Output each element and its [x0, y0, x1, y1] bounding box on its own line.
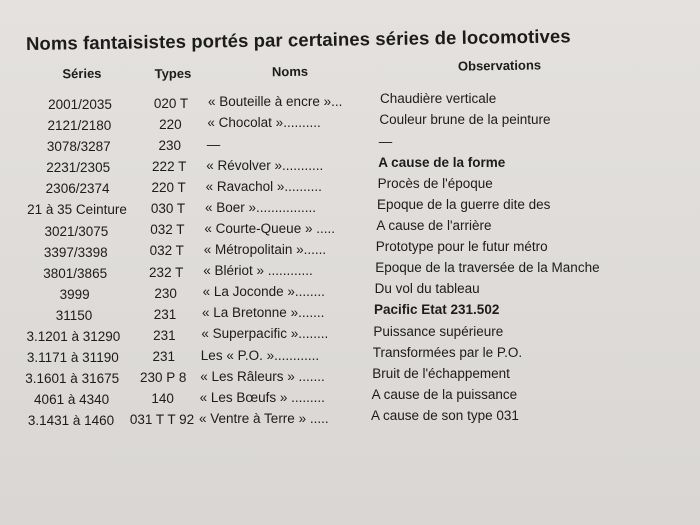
observation-cell: Procès de l'époque	[377, 175, 493, 191]
name-cell: Les « P.O. »............	[200, 347, 320, 363]
observation-cell: A cause de l'arrière	[376, 218, 492, 233]
observation-cell: Chaudière verticale	[380, 91, 497, 107]
type-cell: 020 T	[153, 95, 189, 111]
series-cell: 2231/2305	[46, 160, 111, 176]
series-cell: 21 à 35 Ceinture	[27, 202, 127, 218]
series-cell: 3078/3287	[46, 139, 111, 155]
type-cell: 230 P 8	[140, 370, 187, 386]
series-cell: 3.1171 à 31190	[26, 350, 119, 366]
name-cell: « Chocolat »..........	[207, 115, 321, 131]
type-cell: 230	[158, 137, 182, 153]
table-row	[0, 302, 700, 329]
header-observations: Observations	[457, 57, 542, 74]
name-cell: « La Joconde »........	[202, 284, 325, 300]
header-series: Séries	[62, 65, 102, 82]
observation-cell: Couleur brune de la peinture	[379, 112, 551, 128]
table-row	[0, 260, 700, 287]
name-cell: « Ventre à Terre » .....	[199, 410, 329, 426]
observation-cell: Epoque de la guerre dite des	[377, 196, 551, 212]
table-row	[0, 154, 700, 181]
observation-cell: Epoque de la traversée de la Manche	[375, 260, 600, 276]
name-cell: « La Bretonne ».......	[202, 305, 325, 321]
name-cell: « Boer »................	[205, 199, 317, 215]
observation-cell: Du vol du tableau	[374, 281, 480, 297]
header-types: Types	[154, 65, 192, 82]
name-cell: « Ravachol »..........	[205, 178, 322, 194]
series-cell: 3801/3865	[43, 265, 108, 281]
series-cell: 3.1201 à 31290	[26, 329, 121, 345]
type-cell: 231	[153, 327, 176, 343]
series-cell: 3021/3075	[44, 223, 109, 239]
type-cell: 231	[153, 306, 177, 322]
table-row	[0, 133, 700, 160]
type-cell: 220	[159, 116, 182, 132]
type-cell: 232 T	[149, 264, 184, 280]
table-row	[0, 281, 700, 308]
table-row	[0, 323, 700, 350]
observation-cell: —	[378, 133, 393, 149]
table-row	[0, 175, 700, 202]
table-row	[0, 365, 700, 392]
series-cell: 3397/3398	[43, 244, 108, 260]
table-row	[0, 407, 700, 435]
series-cell: 31150	[55, 307, 93, 323]
table-row	[0, 386, 700, 413]
table-row	[0, 218, 700, 245]
table-row	[0, 112, 700, 139]
type-cell: 030 T	[150, 201, 186, 217]
name-cell: —	[206, 136, 221, 152]
type-cell: 140	[151, 391, 174, 407]
series-cell: 2121/2180	[47, 118, 112, 133]
type-cell: 231	[152, 348, 176, 364]
series-cell: 3.1601 à 31675	[25, 371, 120, 387]
observation-cell: A cause de son type 031	[371, 407, 519, 423]
name-cell: « Bouteille à encre »...	[208, 94, 343, 110]
name-cell: « Révolver »...........	[206, 157, 324, 173]
header-noms: Noms	[271, 63, 309, 80]
observation-cell: Puissance supérieure	[373, 323, 504, 339]
series-cell: 3.1431 à 1460	[27, 413, 115, 429]
name-cell: « Courte-Queue » .....	[204, 220, 335, 236]
type-cell: 230	[154, 285, 177, 301]
table-row	[0, 344, 700, 371]
observation-cell: Prototype pour le futur métro	[375, 239, 548, 255]
type-cell: 032 T	[150, 222, 185, 238]
type-cell: 032 T	[149, 243, 184, 259]
observation-cell: A cause de la puissance	[371, 386, 518, 402]
table-row	[0, 196, 700, 224]
series-cell: 2001/2035	[48, 96, 112, 112]
observation-cell: Transformées par le P.O.	[372, 344, 523, 360]
type-cell: 222 T	[152, 159, 187, 175]
series-cell: 3999	[59, 286, 90, 302]
name-cell: « Métropolitain »......	[203, 242, 327, 258]
name-cell: « Les Bœufs » .........	[199, 389, 325, 405]
series-cell: 4061 à 4340	[34, 392, 110, 408]
observation-cell: Bruit de l'échappement	[372, 365, 510, 381]
name-cell: « Blériot » ............	[203, 263, 313, 279]
series-cell: 2306/2374	[45, 181, 110, 197]
page-title: Noms fantaisistes portés par certaines séries de locomotives	[25, 25, 571, 54]
type-cell: 220 T	[151, 180, 186, 196]
type-cell: 031 T T 92	[129, 412, 195, 428]
name-cell: « Superpacific »........	[201, 326, 329, 342]
name-cell: « Les Râleurs » .......	[200, 368, 325, 384]
observation-cell: A cause de la forme	[378, 154, 506, 170]
observation-cell: Pacific Etat 231.502	[374, 302, 500, 318]
table-row	[0, 91, 700, 118]
